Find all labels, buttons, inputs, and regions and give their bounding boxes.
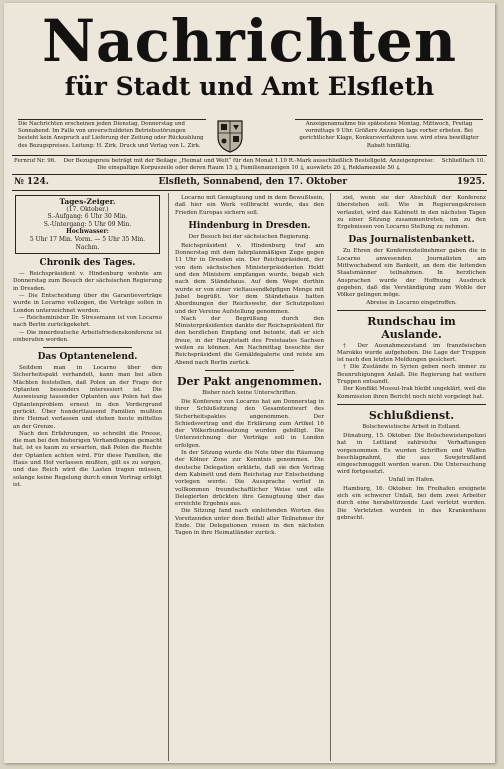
price-row	[14, 158, 485, 172]
headline-chronicle: Chronik des Tages.	[39, 258, 136, 269]
article-paragraph: ziel, wenn sie der Abschluß der Konferenz überstehen soll. Wie in Regierungskreisen verlautet, wird das Kabinett in den nächsten Tagen zu einer Sitzung zusammentreten, um zu den Ergebnissen von Locarno Stellung zu nehmen.	[337, 195, 486, 231]
postbox-number: Schließfach 10.	[441, 158, 485, 164]
article-paragraph: — Die Entscheidung über die Garantieverträge wurde in Locarno vollzogen, die Verträge sollen in London unterzeichnet werden.	[13, 293, 162, 314]
section-separator	[205, 370, 294, 371]
article-paragraph: Die Sitzung fand nach einleitenden Worten des Vorsitzenden unter dem Beifall aller Teilnehmer ihr Ende. Die Delegationen reisen in den nächsten Tagen in ihre Heimatländer zurück.	[175, 508, 324, 537]
masthead-title: Nachrichten	[41, 7, 458, 75]
section-separator	[337, 310, 486, 311]
article-paragraph: Locarno mit Genugtuung und in dem Bewußtsein, daß hier ein Werk vollbracht wurde, das den Frieden Europas sichern soll.	[175, 195, 324, 216]
date-line	[14, 177, 485, 187]
section-separator	[337, 404, 486, 405]
article-paragraph: † Die Zustände in Syrien geben noch immer zu Beunruhigungen Anlaß. Die Regierung hat weitere Truppen entsandt.	[337, 364, 486, 386]
article-paragraph: Die Konferenz von Locarno hat am Donnerstag in ihrer Schlußsitzung den Gesamtentwurf des Sicherheitspaktes angenommen. Der Schiedsvertrag und die Erklärung zum Artikel 16 der Völkerbundssatzung wurden gebilligt. Die Unterzeichnung der Verträge soll in London erfolgen.	[175, 398, 324, 449]
issue-year: 1925.	[456, 177, 485, 187]
article-paragraph: Zu Ehren der Konferenzteilnehmer gaben die in Locarno anwesenden Journalisten am Mittwochabend ein Bankett, an dem die leitenden Staatsmänner teilnahmen. In herzlichen Ansprachen wurde der Hoffnung Ausdruck gegeben, daß die Verständigung zum Wohle der Völker gelingen möge.	[337, 248, 486, 299]
article-paragraph: Hamburg, 16. Oktober. Im Freihafen ereignete sich ein schwerer Unfall, bei dem zwei Arbeiter durch eine herabstürzende Last verletzt wurden. Die Verletzten wurden in das Krankenhaus gebracht.	[337, 485, 486, 521]
subheadline: Abreise in Locarno eingetroffen.	[366, 299, 457, 306]
date-rule-top	[12, 174, 487, 175]
publication-info	[18, 119, 206, 150]
high-water-label: Hochwasser:	[66, 228, 109, 236]
article-paragraph: Dünaburg, 15. Oktober. Die Bolschewistenpolizei hat in Lettland zahlreiche Verhaftungen vorgenommen. Es wurden Schriften und Waffen beschlagnahmt, die aus Sowjetrußland eingeschmuggelt worden waren. Die Untersuchung wird fortgesetzt.	[337, 432, 486, 476]
daily-info-date: (17. Oktober.)	[66, 205, 109, 213]
column-2	[175, 195, 324, 761]
article-paragraph: Seitdem man in Locarno über den Sicherheitspakt verhandelt, kann man bei allen Mächten feststellen, daß Polen an der Frage der Optanten besonders interessiert ist. Die Ausweisung tausender Optanten aus Polen hat das Optantenproblem erneut in den Vordergrund gerückt. Über hunderttausend Familien mußten ihre Heimat verlassen und stehen heute mittellos an der Grenze.	[13, 365, 162, 430]
newspaper-page	[4, 3, 495, 763]
subheadline: Der Besuch bei der sächsischen Regierung.	[188, 233, 311, 240]
advertising-info	[295, 119, 483, 150]
headline-foreign-review: Rundschau im Auslande.	[367, 314, 456, 341]
sunset-line: S.-Untergang: 5 Uhr 09 Min.	[43, 220, 132, 228]
headline-journalists: Das Journalistenbankett.	[348, 235, 475, 246]
headline-pact: Der Pakt angenommen.	[176, 374, 323, 388]
headline-hindenburg: Hindenburg in Dresden.	[188, 220, 311, 231]
headline-late-news: Schlußdienst.	[368, 408, 455, 422]
section-separator	[43, 347, 132, 348]
masthead-rule	[12, 155, 487, 156]
daily-info-title: Tages-Zeiger.	[59, 197, 116, 206]
article-paragraph: In der Sitzung wurde die Note über die Räumung der Kölner Zone zur Kenntnis genommen. Die deutsche Delegation erklärte, daß sie den Vertrag dem Kabinett und dem Reichstag zur Entscheidung vorlegen werde. Die Aussprache verlief in vollkommen freundschaftlicher Weise und alle Delegierten drückten ihre Genugtuung über das erreichte Ergebnis aus.	[175, 450, 324, 508]
masthead-subtitle: für Stadt und Amt Elsfleth	[64, 72, 435, 101]
column-divider	[330, 193, 331, 761]
subheadline: Bolschewistische Arbeit in Estland.	[362, 423, 461, 430]
article-paragraph: † Der Ausnahmezustand im französischen Marokko wurde aufgehoben. Die Lage der Truppen ist nach den letzten Meldungen gesichert.	[337, 342, 486, 364]
article-paragraph: Der Konflikt Mossul-Irak bleibt ungeklärt, weil die Kommission ihren Bericht noch nicht vorgelegt hat.	[337, 386, 486, 400]
column-1	[13, 195, 162, 761]
date-rule-bottom	[12, 190, 487, 191]
article-paragraph: — Reichsminister Dr. Stresemann ist von Locarno nach Berlin zurückgekehrt.	[13, 314, 162, 329]
column-3	[337, 195, 486, 761]
coat-of-arms-icon	[215, 117, 245, 153]
article-paragraph: — Die innerdeutsche Arbeitsfriedenskonferenz ist einberufen worden.	[13, 329, 162, 343]
article-paragraph: — Reichspräsident v. Hindenburg wohnte am Donnerstag zum Besuch der sächsischen Regierung in Dresden.	[13, 271, 162, 292]
subheadline: Unfall im Hafen.	[388, 476, 435, 483]
issue-number: № 124.	[14, 177, 49, 187]
high-water-times: 5 Uhr 17 Min. Vorm. — 5 Uhr 35 Min. Nachm.	[29, 235, 146, 251]
subscription-prices: Der Bezugspreis beträgt mit der Beilage „Heimat und Welt“ für den Monat 1.10 R.-Mark ausschließlich Bestellgeld. Anzeigenpreise: Die einspaltige Korpuszeile oder deren Raum 15 ₰, Familienanzeigen 10 ₰, auswärts 20 ₰, Reklamezeile 50 ₰.	[63, 158, 435, 171]
article-paragraph: Nach den Erfahrungen, so schreibt die Presse, die man bei den bisherigen Verhandlungen gemacht hat, ist es kaum zu erwarten, daß Polen die Rechte der Optanten achten wird. Für diese Familien, die Haus und Hof verlassen mußten, gilt es zu sorgen, und das Reich wird die Lasten tragen müssen, solange keine Regelung durch einen Vertrag erfolgt ist.	[13, 430, 162, 488]
headline-optants: Das Optantenelend.	[37, 352, 138, 363]
article-paragraph: Reichspräsident v. Hindenburg traf am Donnerstag mit dem fahrplanmäßigen Zuge gegen 11 Uhr in Dresden ein. Der Reichspräsident, der von dem sächsischen Ministerpräsidenten Heldt und den Ministern empfangen wurde, begab sich nach dem Ständehaus. Auf dem Wege dorthin wurde er von einer vieltausendköpfigen Menge mit Jubel begrüßt. Vor dem Ständehaus hatten Abordnungen der Reichswehr, der Schutzpolizei und der Vereine Aufstellung genommen.	[175, 242, 324, 315]
issue-date: Elsfleth, Sonnabend, den 17. Oktober	[158, 177, 348, 187]
phone-number: Fernruf Nr. 96.	[14, 158, 56, 164]
subheadline: Bisher noch keine Unterschriften.	[202, 389, 297, 396]
column-divider	[168, 193, 169, 761]
publication-info-text: Die Nachrichten erscheinen jeden Dienstag, Donnerstag und Sonnabend. Im Falle von unverschuldeten Betriebsstörungen besteht kein Anspruch auf Lieferung der Zeitung oder Rückzahlung des Bezugspreises. Leitung: H. Zirk. Druck und Verlag von L. Zirk.	[18, 121, 204, 149]
article-paragraph: Nach der Begrüßung durch den Ministerpräsidenten dankte der Reichspräsident für den herzlichen Empfang und betonte, daß er sich freue, in der Hauptstadt des Freistaates Sachsen weilen zu können. Am Nachmittag besuchte der Reichspräsident die Gemäldegalerie und reiste am Abend nach Berlin zurück.	[175, 315, 324, 366]
daily-info-box	[15, 195, 160, 254]
advertising-info-text: Anzeigenannahme bis spätestens Montag, Mittwoch, Freitag vormittags 9 Uhr. Größere Anzeigen tags vorher erbeten. Bei gerichtlicher Klage, Konkursverfahren usw. wird etwa bewilligter Rabatt hinfällig.	[299, 121, 479, 149]
sunrise-line: S.-Aufgang: 6 Uhr 30 Min.	[47, 213, 128, 221]
